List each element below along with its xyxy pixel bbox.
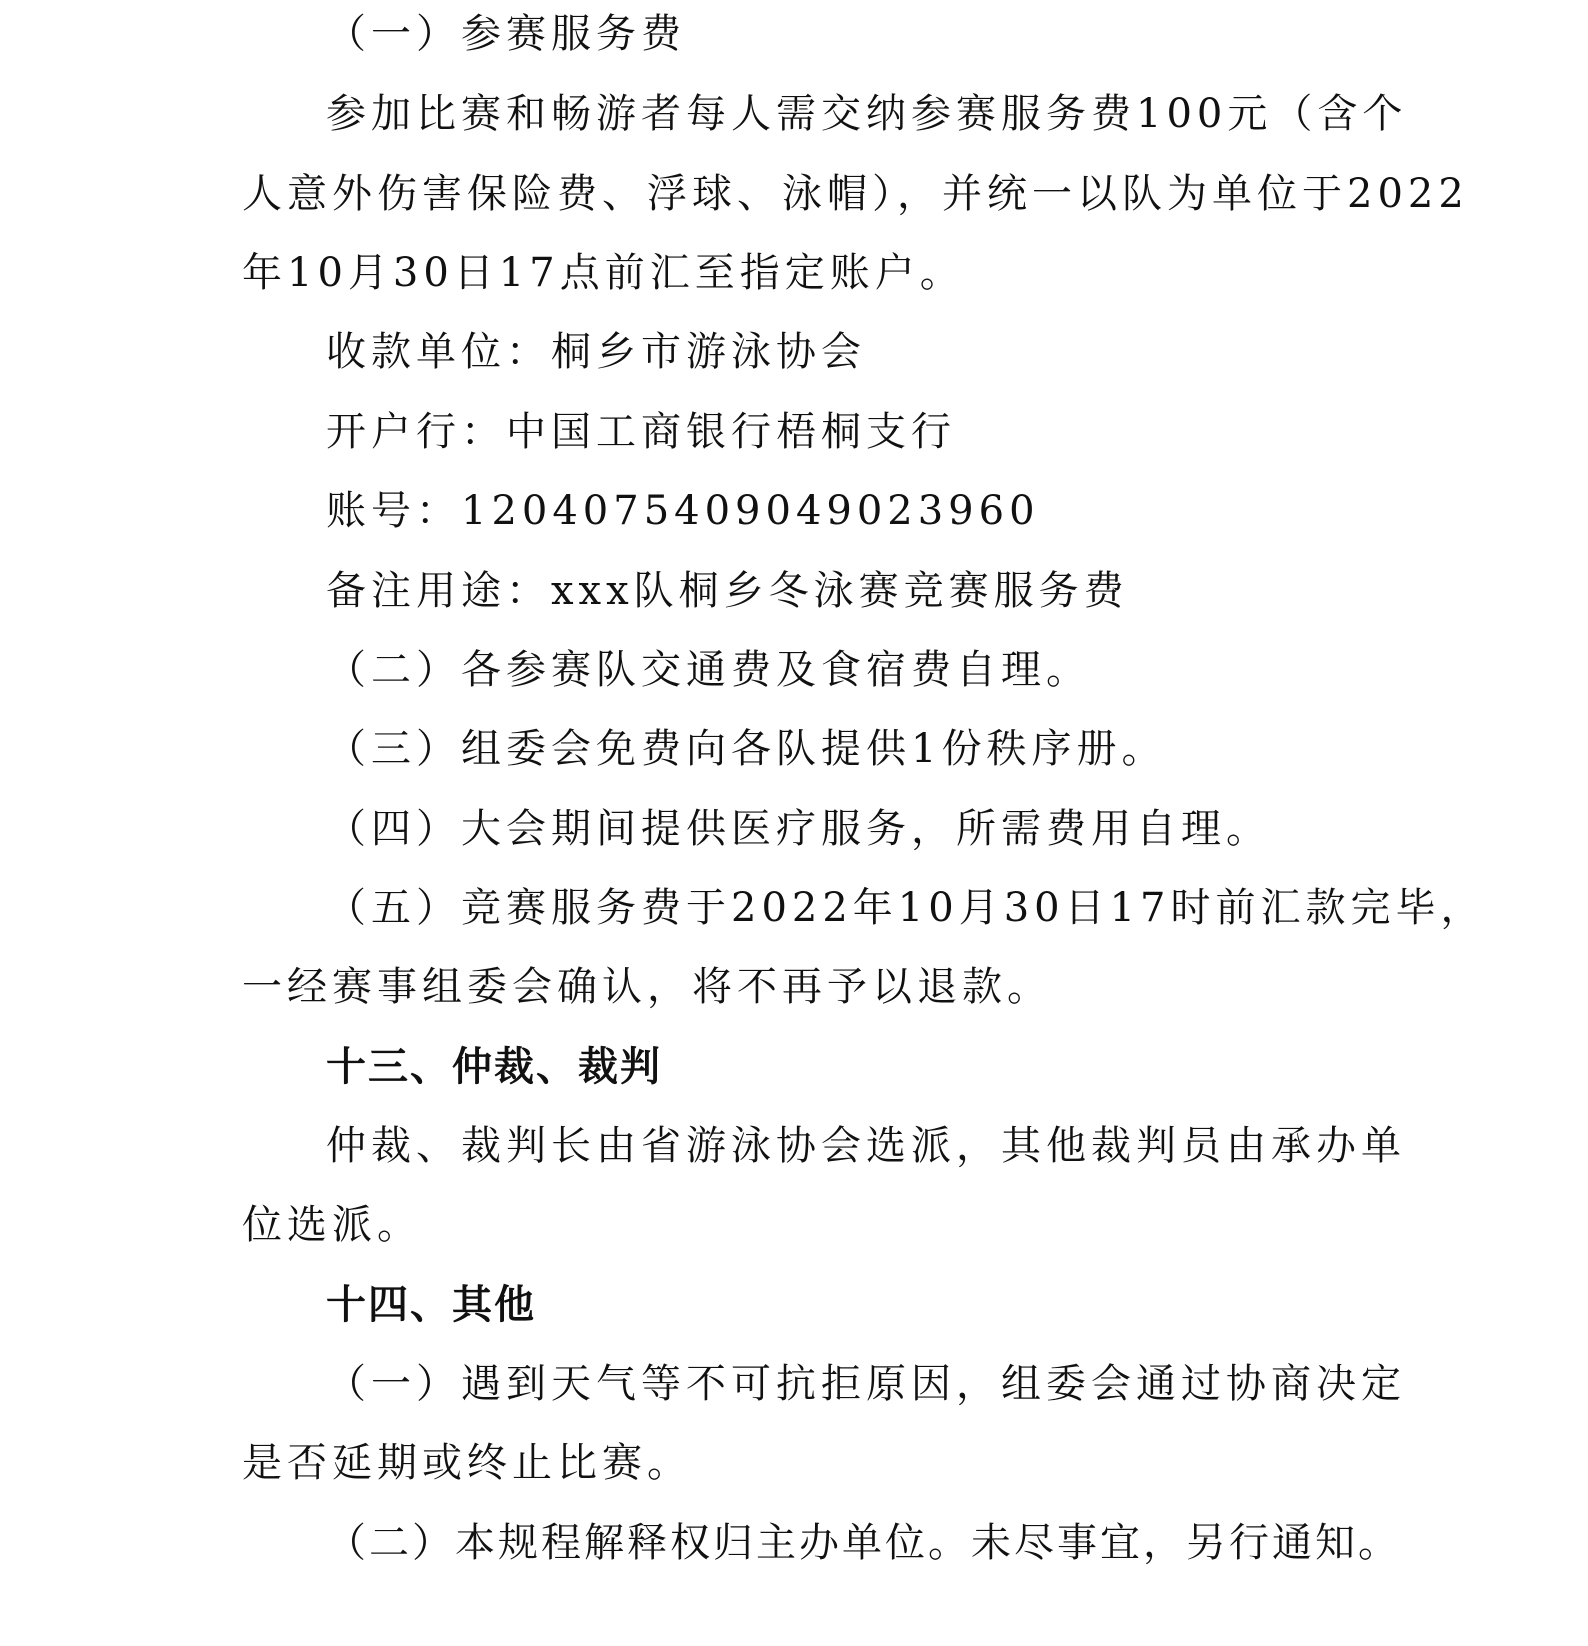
fee-paragraph-line-3: 年10月30日17点前汇至指定账户。 bbox=[242, 250, 965, 296]
interpretation-item: （二）本规程解释权归主办单位。未尽事宜，另行通知。 bbox=[326, 1520, 1401, 1566]
fee-paragraph-line-1: 参加比赛和畅游者每人需交纳参赛服务费100元（含个 bbox=[326, 91, 1408, 137]
medical-item: （四）大会期间提供医疗服务，所需费用自理。 bbox=[326, 806, 1271, 852]
section-14-heading: 十四、其他 bbox=[326, 1282, 536, 1328]
weather-item-line-1: （一）遇到天气等不可抗拒原因，组委会通过协商决定 bbox=[326, 1361, 1406, 1407]
arbitration-line-1: 仲裁、裁判长由省游泳协会选派，其他裁判员由承办单 bbox=[326, 1123, 1406, 1169]
fee-paragraph-line-2: 人意外伤害保险费、浮球、泳帽），并统一以队为单位于2022 bbox=[242, 171, 1469, 217]
fee-subtitle: （一）参赛服务费 bbox=[326, 11, 686, 57]
weather-item-line-2: 是否延期或终止比赛。 bbox=[242, 1440, 692, 1486]
payee-line: 收款单位：桐乡市游泳协会 bbox=[326, 329, 866, 375]
account-line: 账号：1204075409049023960 bbox=[326, 488, 1040, 534]
remark-line: 备注用途：xxx队桐乡冬泳赛竞赛服务费 bbox=[326, 568, 1129, 614]
section-13-heading: 十三、仲裁、裁判 bbox=[326, 1044, 662, 1090]
refund-item-line-1: （五）竞赛服务费于2022年10月30日17时前汇款完毕， bbox=[326, 885, 1486, 931]
refund-item-line-2: 一经赛事组委会确认，将不再予以退款。 bbox=[242, 964, 1052, 1010]
program-book-item: （三）组委会免费向各队提供1份秩序册。 bbox=[326, 726, 1167, 772]
bank-line: 开户行：中国工商银行梧桐支行 bbox=[326, 409, 956, 455]
transport-item: （二）各参赛队交通费及食宿费自理。 bbox=[326, 647, 1091, 693]
arbitration-line-2: 位选派。 bbox=[242, 1202, 422, 1248]
